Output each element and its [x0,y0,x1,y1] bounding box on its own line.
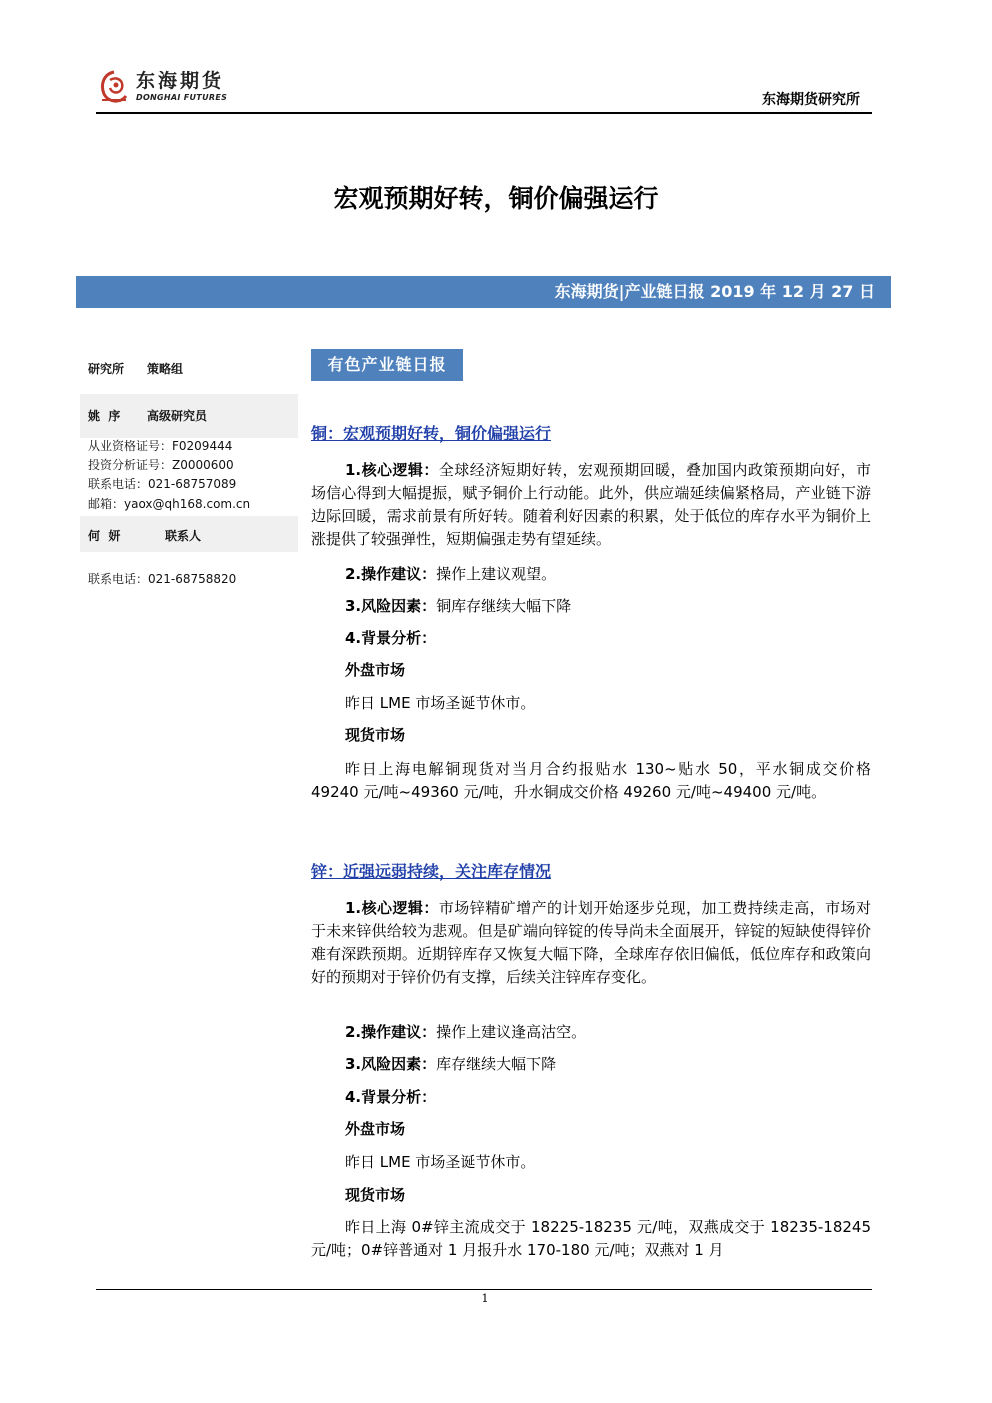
qualification-cert: 从业资格证号：F0209444 [88,439,233,453]
footer-divider [96,1289,872,1290]
copper-core-logic [311,459,871,551]
page-number: 1 [481,1292,489,1305]
contact-phone: 联系电话：021-68758820 [88,572,237,586]
section-tag [311,349,463,381]
banner-text: 东海期货|产业链日报 2019 年 12 月 27 日 [554,282,875,301]
zinc-risk-label: 3.风险因素： [345,1055,437,1073]
copper-heading: 铜：宏观预期好转，铜价偏强运行 [311,424,552,443]
zinc-overseas-text: 昨日 LME 市场圣诞节休市。 [345,1153,536,1171]
copper-spot-label: 现货市场 [345,726,406,744]
copper-advice-text: 操作上建议观望。 [436,565,557,583]
section-tag-text: 有色产业链日报 [327,355,447,374]
analyst-name: 姚 序 [88,409,121,423]
report-banner [76,276,891,308]
zinc-heading: 锌：近强远弱持续，关注库存情况 [311,862,552,881]
zinc-overseas-label: 外盘市场 [345,1120,406,1138]
copper-spot-text: 昨日上海电解铜现货对当月合约报贴水 130~贴水 50，平水铜成交价格 49240 元/吨~49360 元/吨，升水铜成交价格 49260 元/吨~49400 元/吨。 [311,760,871,801]
zinc-spot-text: 昨日上海 0#锌主流成交于 18225-18235 元/吨，双燕成交于 18235-18245 元/吨；0#锌普通对 1 月报升水 170-180 元/吨；双燕对 1 月 [311,1218,871,1259]
logo-text-cn: 东海期货 [136,70,225,92]
zinc-advice [311,1021,871,1044]
copper-core-text: 全球经济短期好转，宏观预期回暖，叠加国内政策预期向好，市场信心得到大幅提振，赋予铜价上行动能。此外，供应端延续偏紧格局，产业链下游边际回暖，需求前景有所好转。随着利好因素的积累，处于低位的库存水平为铜价上涨提供了较强弹性，短期偏强走势有望延续。 [311,461,871,548]
zinc-risk-text: 库存继续大幅下降 [436,1055,557,1073]
header-divider [96,112,872,114]
investment-cert: 投资分析证号：Z0000600 [88,458,234,472]
copper-risk [311,595,871,618]
analyst-title: 高级研究员 [147,409,208,423]
zinc-background [311,1086,871,1109]
institute-name: 东海期货研究所 [762,92,860,108]
zinc-core-logic [311,897,871,989]
copper-core-label: 1.核心逻辑： [345,461,439,479]
copper-advice [311,563,871,586]
zinc-advice-text: 操作上建议逢高沽空。 [436,1023,587,1041]
zinc-advice-label: 2.操作建议： [345,1023,437,1041]
logo-text-en: DONGHAI FUTURES [136,93,228,102]
copper-advice-label: 2.操作建议： [345,565,437,583]
copper-overseas-text: 昨日 LME 市场圣诞节休市。 [345,694,536,712]
zinc-core-text: 市场锌精矿增产的计划开始逐步兑现，加工费持续走高，市场对于未来锌供给较为悲观。但是矿端向锌锭的传导尚未全面展开，锌锭的短缺使得锌价难有深跌预期。近期锌库存又恢复大幅下降，全球库存依旧偏低，低位库存和政策向好的预期对于锌价仍有支撑，后续关注锌库存变化。 [311,899,871,986]
sidebar-group: 策略组 [147,362,184,376]
page-title: 宏观预期好转，铜价偏强运行 [333,184,659,213]
donghai-logo-icon [96,68,132,108]
copper-risk-label: 3.风险因素： [345,597,437,615]
copper-risk-text: 铜库存继续大幅下降 [436,597,572,615]
copper-background [311,627,871,650]
contact-title: 联系人 [165,529,202,543]
sidebar-dept: 研究所 [88,362,125,376]
copper-overseas-label: 外盘市场 [345,661,406,679]
zinc-core-label: 1.核心逻辑： [345,899,439,917]
contact-name: 何 妍 [88,529,121,543]
copper-bg-label: 4.背景分析： [345,629,437,647]
analyst-email[interactable]: 邮箱：yaox@qh168.com.cn [88,497,251,511]
zinc-bg-label: 4.背景分析： [345,1088,437,1106]
analyst-phone: 联系电话：021-68757089 [88,477,237,491]
zinc-spot-label: 现货市场 [345,1186,406,1204]
zinc-risk [311,1053,871,1076]
